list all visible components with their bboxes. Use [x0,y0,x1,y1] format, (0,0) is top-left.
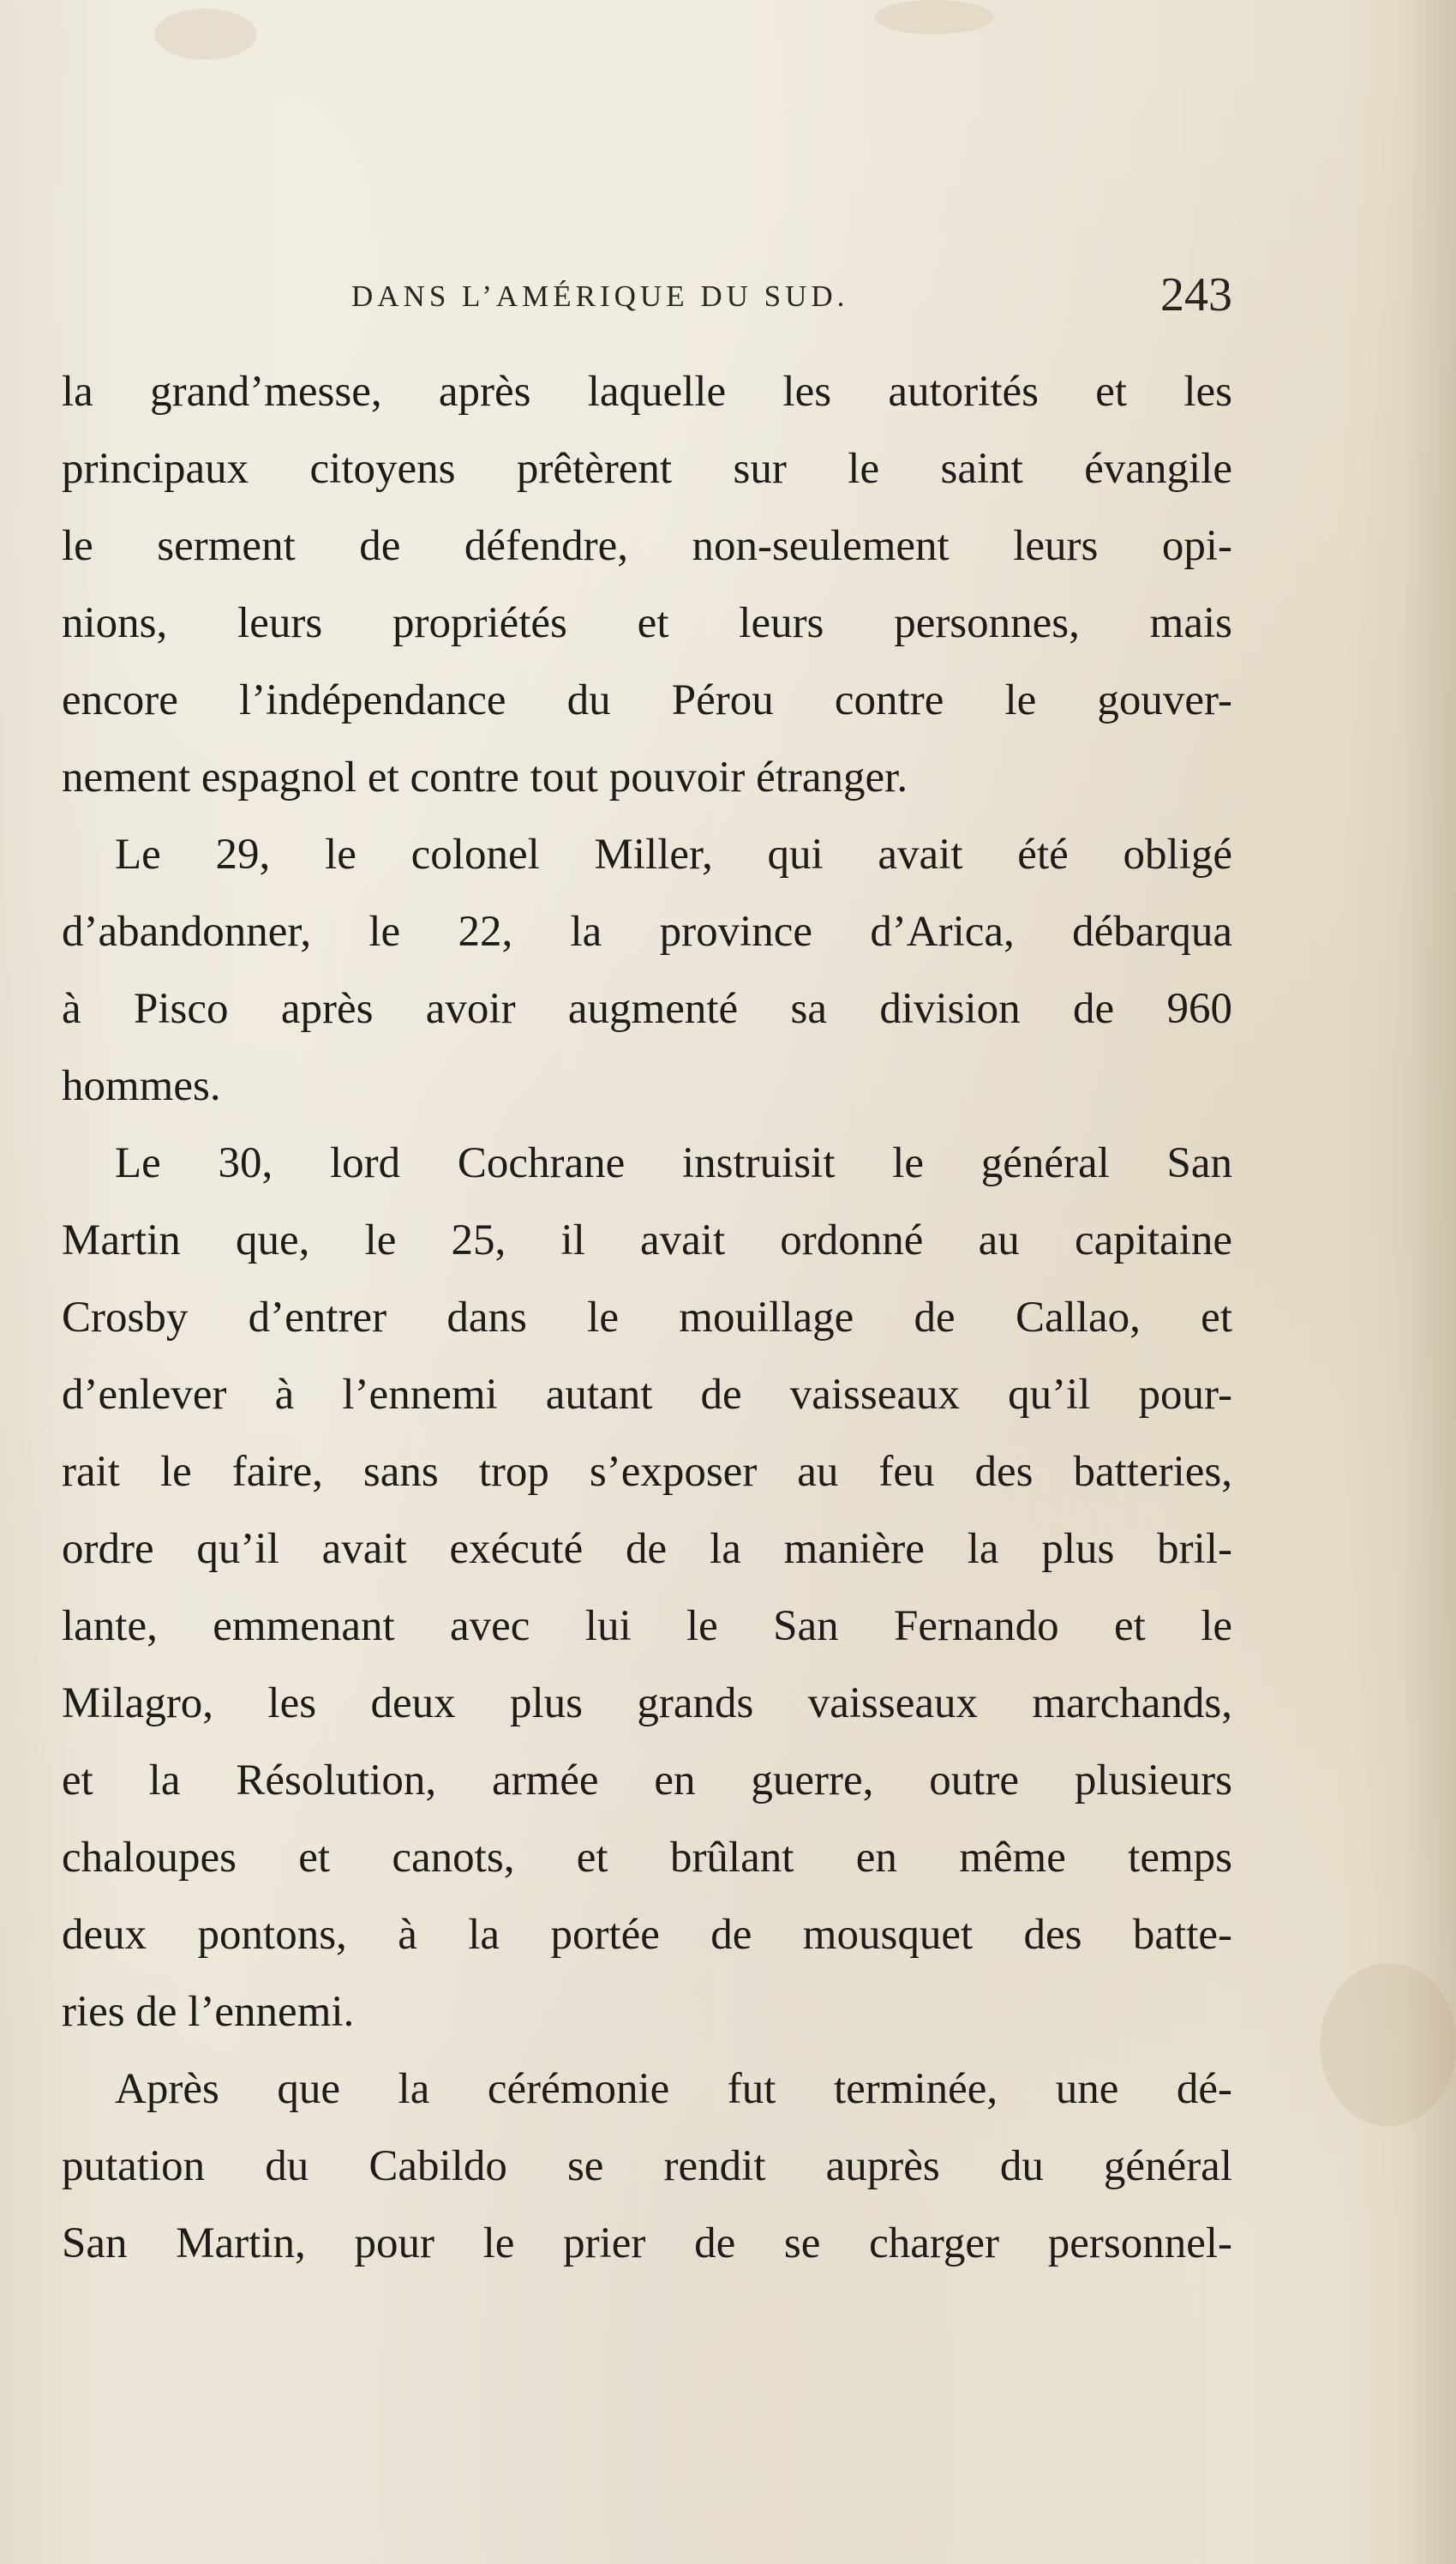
running-head [62,268,1232,333]
text-line: rait le faire, sans trop s’exposer au feu des batteries, [62,1448,1232,1496]
text-line: Martin que, le 25, il avait ordonné au capitaine [62,1216,1232,1264]
paper-stain [154,9,257,60]
text-line: nions, leurs propriétés et leurs personnes, mais [62,599,1232,647]
text-line: ries de l’ennemi. [62,1988,355,2036]
paper-stain [874,0,994,34]
text-line: et la Résolution, armée en guerre, outre plusieurs [62,1756,1232,1804]
text-line: Le 29, le colonel Miller, qui avait été obligé [115,831,1232,879]
text-line: la grand’messe, après laquelle les autorités et les [62,368,1232,416]
body-text [62,353,1232,2282]
text-line: d’abandonner, le 22, la province d’Arica, débarqua [62,908,1232,956]
text-line: Milagro, les deux plus grands vaisseaux marchands, [62,1679,1232,1727]
text-line: lante, emmenant avec lui le San Fernando et le [62,1602,1232,1650]
text-line: d’enlever à l’ennemi autant de vaisseaux qu’il pour- [62,1371,1232,1419]
running-head-title: DANS L’AMÉRIQUE DU SUD. [351,279,849,313]
page-edge-shadow [1405,0,1456,2564]
text-line: le serment de défendre, non-seulement leurs opi- [62,522,1232,570]
text-line: ordre qu’il avait exécuté de la manière la plus bril- [62,1525,1232,1573]
text-line: Le 30, lord Cochrane instruisit le général San [115,1139,1232,1187]
text-line: chaloupes et canots, et brûlant en même temps [62,1834,1232,1882]
text-line: principaux citoyens prêtèrent sur le saint évangile [62,445,1232,493]
text-line: deux pontons, à la portée de mousquet des batte- [62,1911,1232,1959]
text-line: encore l’indépendance du Pérou contre le gouver- [62,676,1232,724]
text-line: à Pisco après avoir augmenté sa division de 960 [62,985,1232,1033]
page-number: 243 [1160,268,1232,321]
text-line: putation du Cabildo se rendit auprès du général [62,2142,1232,2190]
text-line: Après que la cérémonie fut terminée, une dé- [115,2065,1232,2113]
text-line: Crosby d’entrer dans le mouillage de Callao, et [62,1294,1232,1342]
text-line: hommes. [62,1062,221,1110]
text-line: San Martin, pour le prier de se charger personnel- [62,2219,1232,2267]
text-line: nement espagnol et contre tout pouvoir étranger. [62,754,908,802]
